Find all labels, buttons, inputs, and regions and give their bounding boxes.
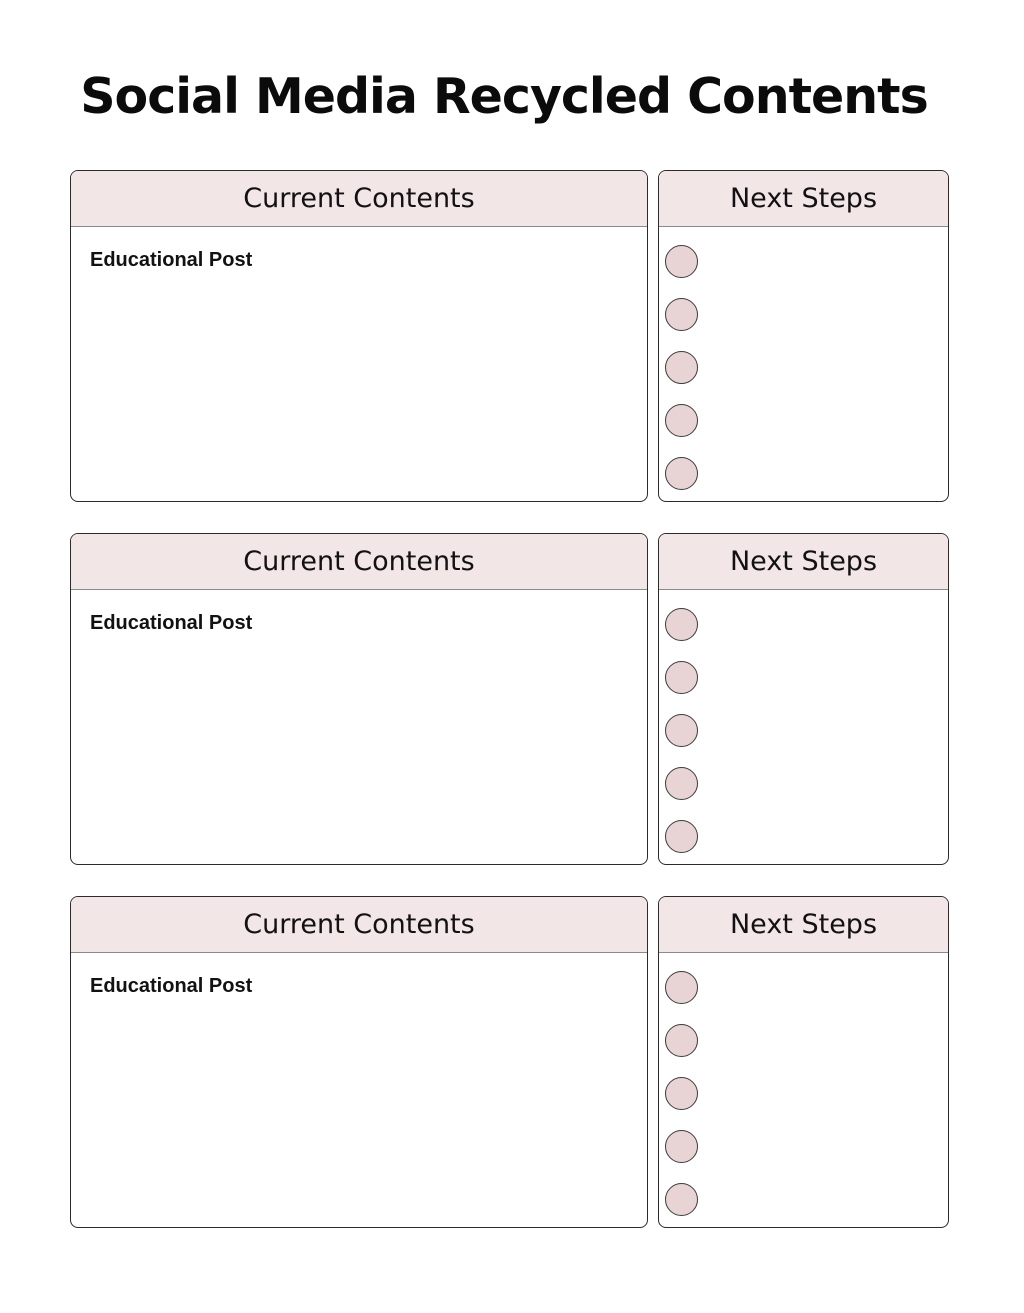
- next-steps-header: Next Steps: [659, 897, 948, 953]
- current-contents-header: Current Contents: [71, 171, 647, 227]
- next-steps-card: [658, 533, 949, 865]
- post-type-label: Educational Post: [90, 612, 253, 634]
- step-checkbox-2[interactable]: [665, 298, 698, 331]
- step-checkbox-5[interactable]: [665, 820, 698, 853]
- next-steps-list: [665, 608, 698, 865]
- next-steps-list: [665, 245, 698, 502]
- step-checkbox-4[interactable]: [665, 1130, 698, 1163]
- step-checkbox-1[interactable]: [665, 971, 698, 1004]
- current-contents-card: [70, 896, 648, 1228]
- current-contents-header: Current Contents: [71, 534, 647, 590]
- step-checkbox-1[interactable]: [665, 608, 698, 641]
- step-checkbox-3[interactable]: [665, 1077, 698, 1110]
- content-section-2: [70, 533, 949, 867]
- step-checkbox-2[interactable]: [665, 661, 698, 694]
- step-checkbox-2[interactable]: [665, 1024, 698, 1057]
- post-type-label: Educational Post: [90, 975, 253, 997]
- next-steps-header: Next Steps: [659, 534, 948, 590]
- content-section-1: [70, 170, 949, 504]
- page-title: Social Media Recycled Contents: [80, 68, 928, 125]
- current-contents-header: Current Contents: [71, 897, 647, 953]
- next-steps-header: Next Steps: [659, 171, 948, 227]
- step-checkbox-4[interactable]: [665, 404, 698, 437]
- step-checkbox-3[interactable]: [665, 714, 698, 747]
- step-checkbox-3[interactable]: [665, 351, 698, 384]
- post-type-label: Educational Post: [90, 249, 253, 271]
- next-steps-card: [658, 170, 949, 502]
- current-contents-card: [70, 170, 648, 502]
- content-section-3: [70, 896, 949, 1230]
- current-contents-card: [70, 533, 648, 865]
- step-checkbox-5[interactable]: [665, 1183, 698, 1216]
- step-checkbox-5[interactable]: [665, 457, 698, 490]
- next-steps-list: [665, 971, 698, 1228]
- step-checkbox-4[interactable]: [665, 767, 698, 800]
- step-checkbox-1[interactable]: [665, 245, 698, 278]
- next-steps-card: [658, 896, 949, 1228]
